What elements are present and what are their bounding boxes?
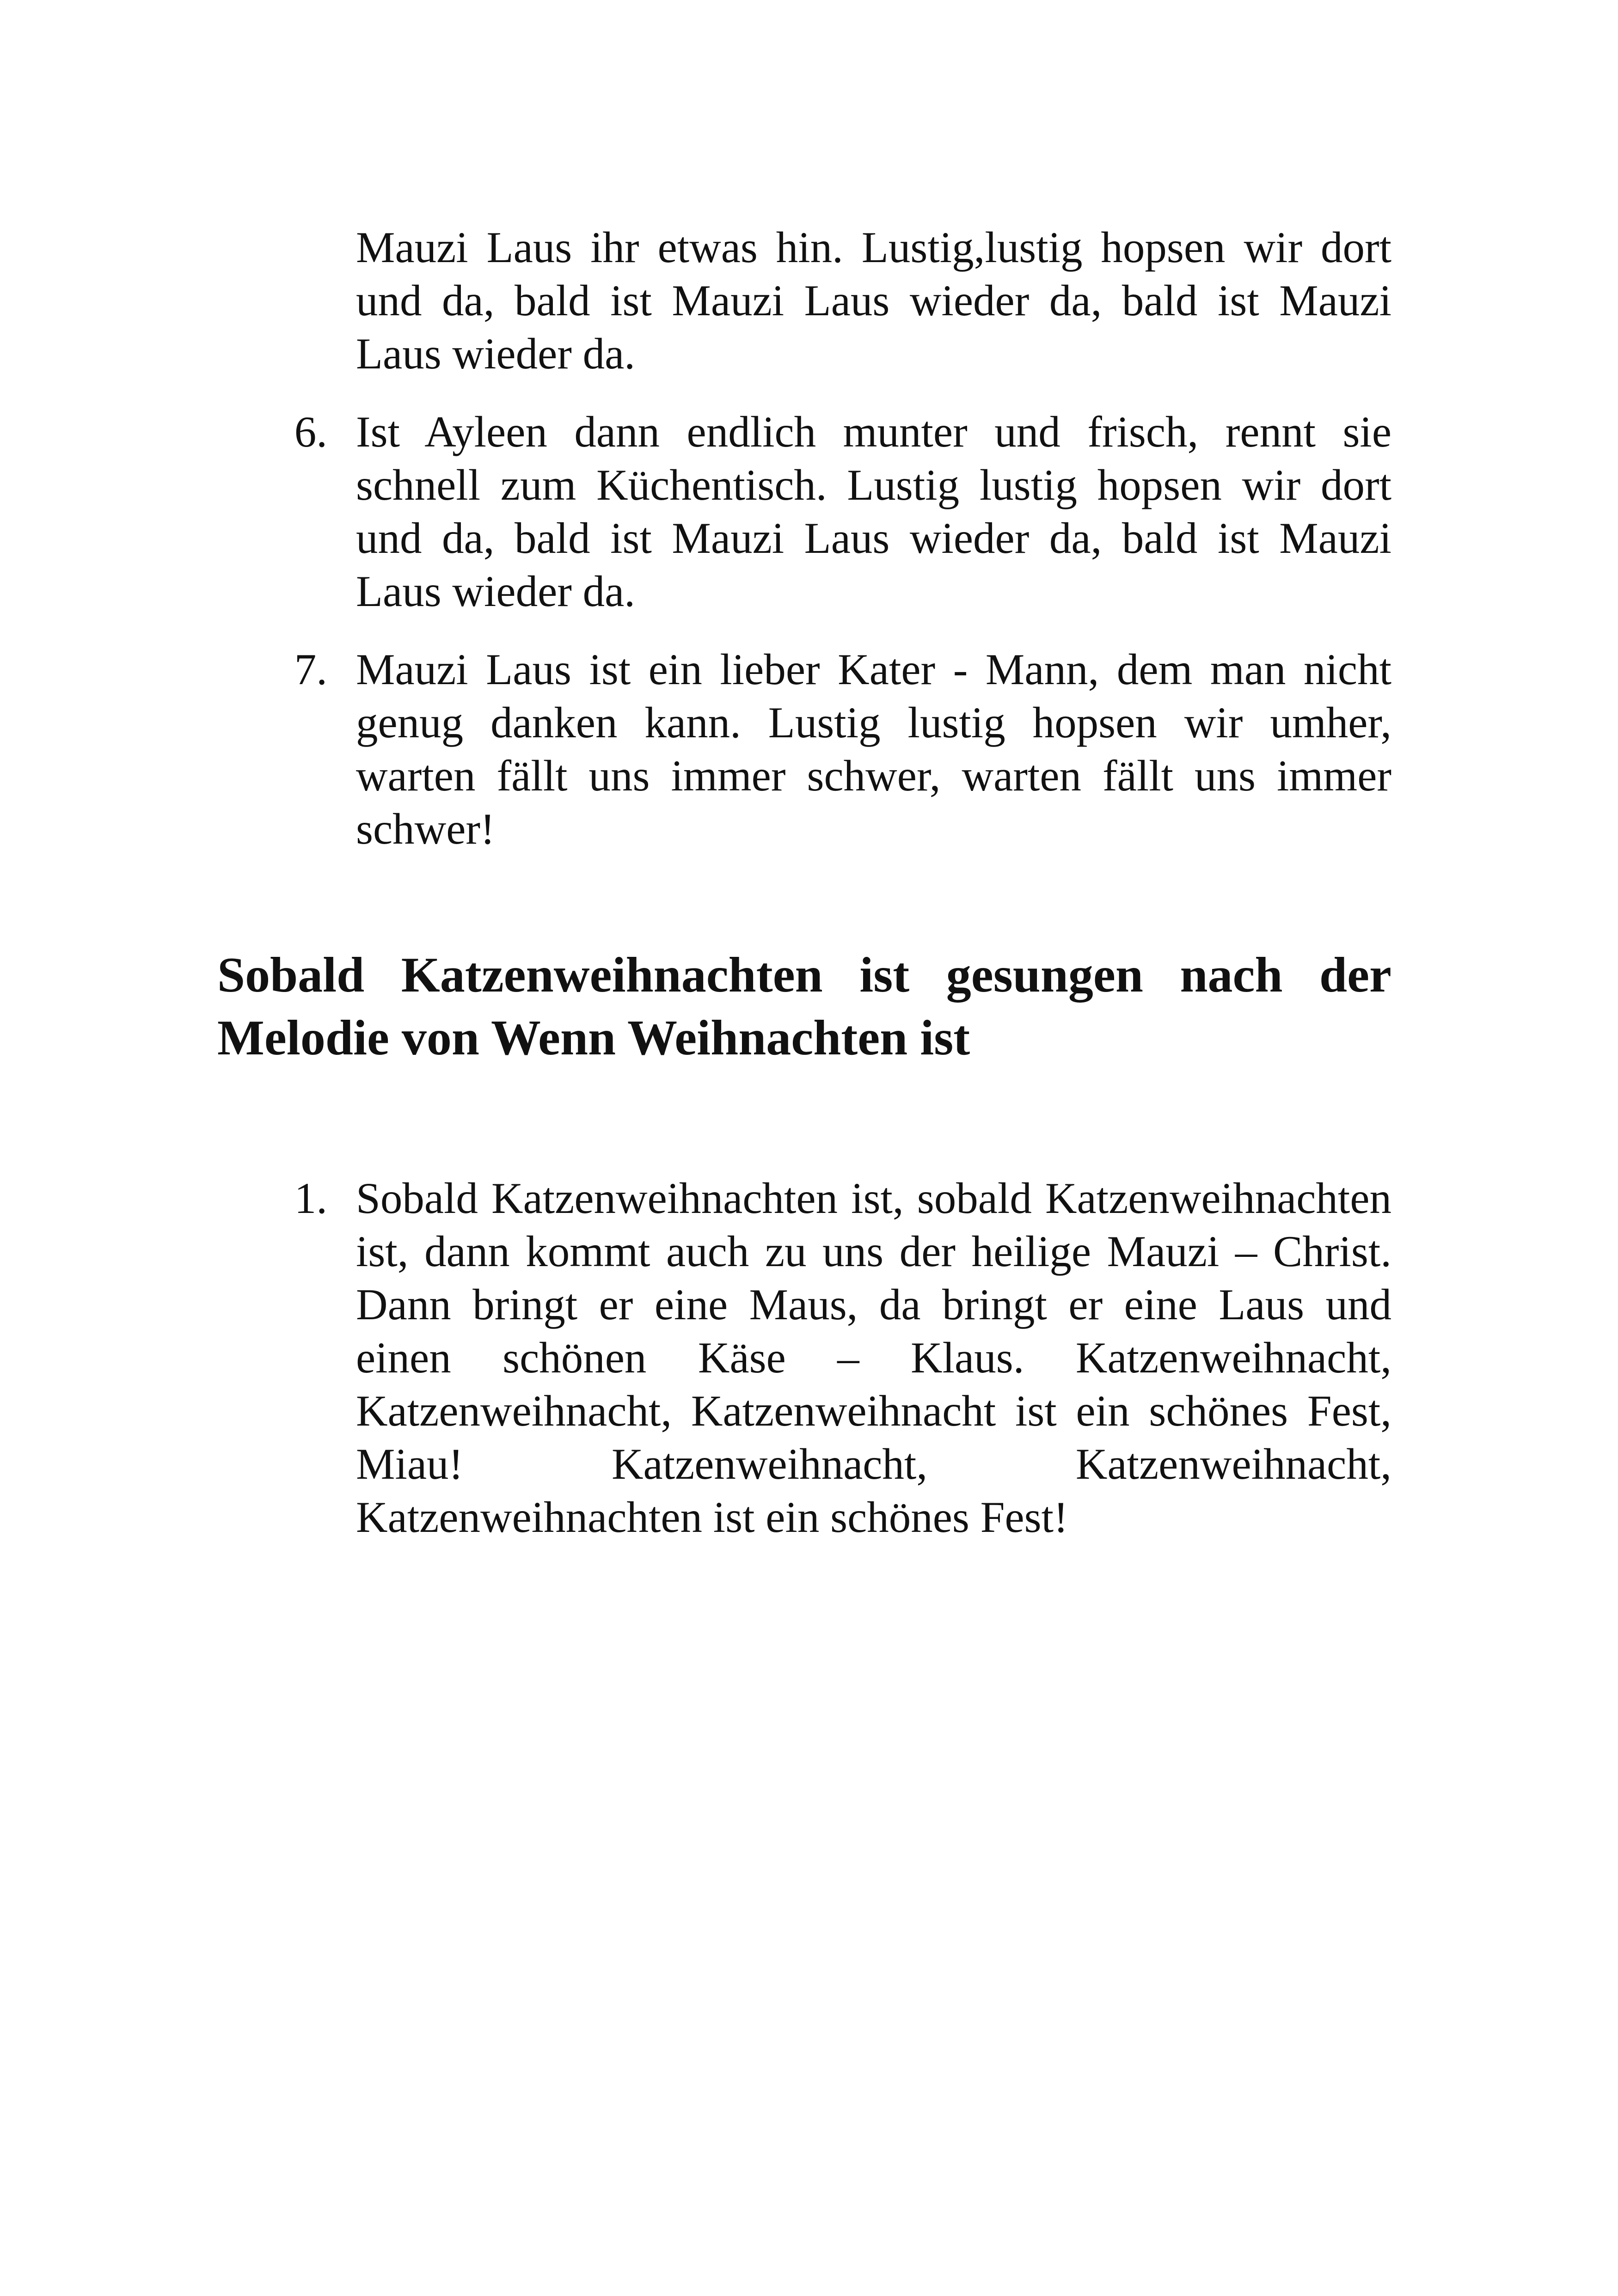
list-item bbox=[276, 221, 1391, 380]
list-item-number: 1. bbox=[294, 1174, 327, 1223]
list-item bbox=[276, 643, 1391, 856]
list-item bbox=[276, 1172, 1391, 1544]
section-heading: Sobald Katzenweihnachten ist gesungen nach der Melodie von Wenn Weihnachten ist bbox=[217, 948, 1391, 1065]
list-item-text: Ist Ayleen dann endlich munter und frisch, rennt sie schnell zum Küchentisch. Lustig lustig hopsen wir dort und da, bald ist Mauzi Laus wieder da, bald ist Mauzi Laus wieder da. bbox=[356, 407, 1391, 616]
list-item-text: Mauzi Laus ihr etwas hin. Lustig,lustig hopsen wir dort und da, bald ist Mauzi Laus wieder da, bald ist Mauzi Laus wieder da. bbox=[356, 223, 1391, 378]
list-item-number: 7. bbox=[294, 645, 327, 694]
verse-list-continued bbox=[276, 221, 1391, 881]
list-item bbox=[276, 405, 1391, 618]
list-item-text: Mauzi Laus ist ein lieber Kater - Mann, dem man nicht genug danken kann. Lustig lustig hopsen wir umher, warten fällt uns immer schwer, warten fällt uns immer schwer! bbox=[356, 645, 1391, 853]
list-item-text: Sobald Katzenweihnachten ist, sobald Katzenweihnachten ist, dann kommt auch zu uns der heilige Mauzi – Christ. Dann bringt er eine Maus, da bringt er eine Laus und einen schönen Käse – Klaus. Katzenweihnacht, Katzenweihnacht, Katzenweihnacht ist ein schönes Fest, Miau! Katzenweihnacht, Katzenweihnacht, Katzenweihnachten ist ein schönes Fest! bbox=[356, 1174, 1391, 1542]
list-item-number: 6. bbox=[294, 407, 327, 456]
verse-list-new bbox=[276, 1172, 1391, 1569]
